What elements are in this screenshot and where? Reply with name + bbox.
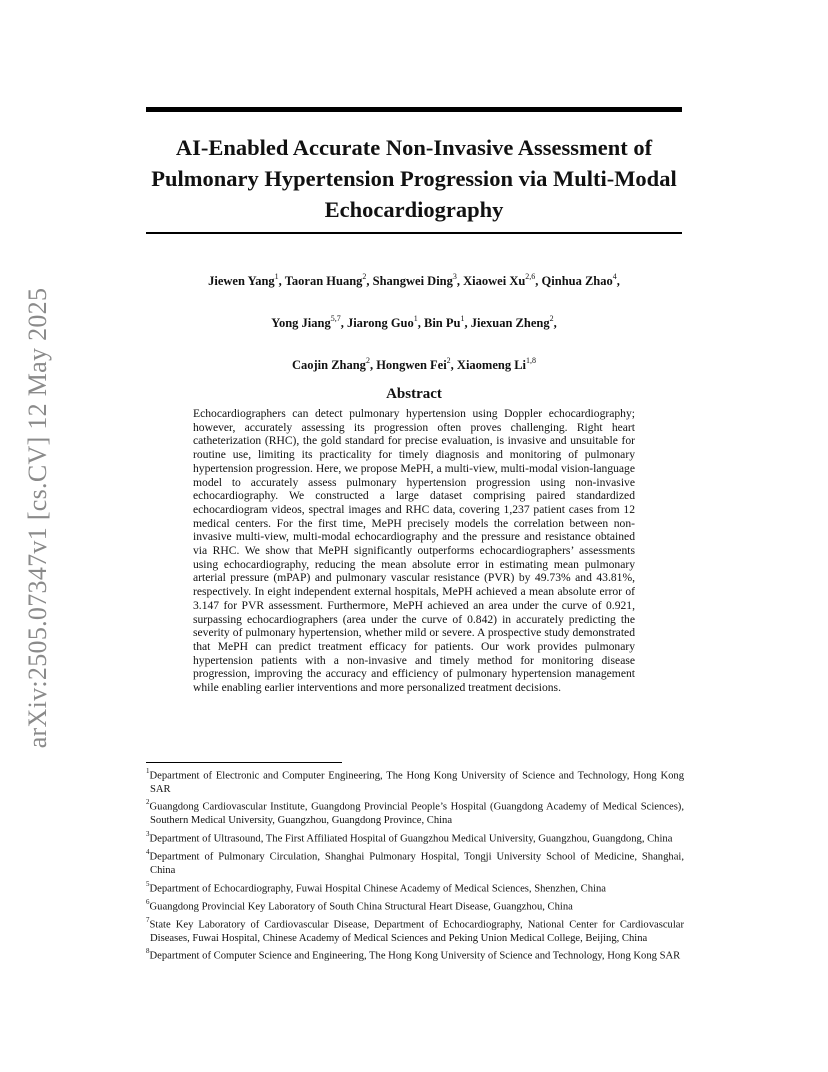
footnote-number: 1 bbox=[146, 767, 150, 775]
author-separator: , bbox=[456, 274, 464, 289]
abstract-body: Echocardiographers can detect pulmonary hypertension using Doppler echocardiography; however, accurately assessing its progression often proves challenging. Right heart catheterization (RHC), the gold standard for precise evaluation, is invasive and unsuitable for routine use, limiting its practicality for timely diagnosis and monitoring of pulmonary hypertension progression. Here, we propose MePH, a multi-view, multi-modal vision-language model to accurately assess pulmonary hypertension progression using non-invasive echocardiography. We constructed a large dataset comprising paired standardized echocardiogram videos, spectral images and RHC data, covering 1,237 patient cases from 12 medical centers. For the first time, MePH precisely models the correlation between non-invasive multi-view, multi-modal echocardiography and the pressure and resistance obtained via RHC. We show that MePH significantly outperforms echocardiographers’ assessments using echocardiography, reducing the mean absolute error in estimating mean pulmonary arterial pressure (mPAP) and pulmonary vascular resistance (PVR) by 49.73% and 43.81%, respectively. In eight independent external hospitals, MePH achieved a mean absolute error of 3.147 for PVR assessment. Furthermore, MePH achieved an area under the curve of 0.921, surpassing echocardiographers (area under the curve of 0.842) in accurately predicting the severity of pulmonary hypertension, whether mild or severe. A prospective study demonstrated that MePH can predict treatment efficacy for patients. Our work provides pulmonary hypertension patients with a non-invasive and timely method for monitoring disease progression, improving the accuracy and efficiency of pulmonary hypertension management while enabling earlier interventions and more personalized treatment decisions. bbox=[193, 407, 635, 695]
author-separator: , bbox=[616, 274, 620, 289]
footnote-number: 7 bbox=[146, 916, 150, 925]
affiliation-footnote bbox=[146, 797, 684, 827]
author-affiliation-mark: 1 bbox=[413, 314, 418, 323]
author-line bbox=[146, 310, 682, 352]
footnote-text: Department of Echocardiography, Fuwai Hospital Chinese Academy of Medical Sciences, Shenzhen, China bbox=[149, 883, 606, 895]
paper-title bbox=[146, 132, 682, 225]
author-separator: , bbox=[464, 316, 471, 331]
title-line: AI-Enabled Accurate Non-Invasive Assessment of bbox=[175, 135, 653, 160]
title-top-rule bbox=[146, 107, 682, 112]
author-affiliation-mark: 2 bbox=[362, 272, 367, 281]
author-name bbox=[463, 274, 541, 288]
author-name bbox=[424, 316, 471, 330]
author-name bbox=[457, 358, 536, 372]
author-separator: , bbox=[366, 274, 373, 289]
footnote-text: Department of Ultrasound, The First Affiliated Hospital of Guangzhou Medical University, Guangzhou, Guangdong, China bbox=[149, 833, 673, 845]
author-name bbox=[373, 274, 463, 288]
footnote-number: 6 bbox=[146, 897, 150, 906]
affiliation-footnote bbox=[146, 915, 684, 945]
author-affiliation-mark: 1 bbox=[274, 272, 279, 281]
affiliation-footnote bbox=[146, 946, 684, 963]
author-name-text: Bin Pu bbox=[424, 316, 461, 331]
author-separator: , bbox=[553, 316, 557, 331]
footnote-text: State Key Laboratory of Cardiovascular Disease, Department of Echocardiography, National Center for Cardiovascular Diseases, Fuwai Hospital, Chinese Academy of Medical Sciences and Peking Union Medical College, Beijing, China bbox=[149, 919, 684, 944]
author-separator: , bbox=[417, 316, 424, 331]
author-affiliation-mark: 2 bbox=[365, 356, 370, 365]
author-list bbox=[146, 268, 682, 394]
author-affiliation-mark: 2 bbox=[446, 356, 451, 365]
author-name-text: Jiarong Guo bbox=[346, 316, 414, 331]
author-name-text: Taoran Huang bbox=[284, 274, 363, 289]
author-name-text: Caojin Zhang bbox=[291, 358, 366, 373]
author-name bbox=[347, 316, 424, 330]
author-affiliation-mark: 4 bbox=[612, 272, 617, 281]
author-separator: , bbox=[369, 358, 377, 373]
abstract-heading: Abstract bbox=[386, 386, 442, 402]
author-name-text: Yong Jiang bbox=[271, 316, 331, 331]
author-separator: , bbox=[278, 274, 285, 289]
author-affiliation-mark: 2,6 bbox=[525, 272, 536, 281]
affiliation-footnote bbox=[146, 897, 684, 914]
author-separator: , bbox=[535, 274, 542, 289]
affiliation-footnote bbox=[146, 766, 684, 796]
author-affiliation-mark: 5,7 bbox=[330, 314, 341, 323]
footnote-text: Department of Electronic and Computer Engineering, The Hong Kong University of Science and Technology, Hong Kong SAR bbox=[149, 770, 684, 795]
author-name bbox=[292, 358, 376, 372]
affiliation-footnotes bbox=[146, 766, 684, 965]
footnote-number: 8 bbox=[146, 947, 150, 956]
footnote-number: 3 bbox=[146, 829, 150, 838]
title-line: Pulmonary Hypertension Progression via Multi-Modal bbox=[151, 166, 677, 191]
author-name-text: Xiaowei Xu bbox=[463, 274, 526, 289]
footnote-text: Department of Computer Science and Engineering, The Hong Kong University of Science and Technology, Hong Kong SAR bbox=[149, 950, 681, 962]
footnote-rule bbox=[146, 762, 342, 763]
author-separator: , bbox=[340, 316, 347, 331]
author-name-text: Jiewen Yang bbox=[208, 274, 275, 289]
affiliation-footnote bbox=[146, 847, 684, 877]
author-affiliation-mark: 3 bbox=[452, 272, 457, 281]
footnote-number: 2 bbox=[146, 798, 150, 807]
footnote-text: Department of Pulmonary Circulation, Shanghai Pulmonary Hospital, Tongji University School of Medicine, Shanghai, China bbox=[149, 851, 684, 876]
author-name-text: Jiexuan Zheng bbox=[470, 316, 550, 331]
author-affiliation-mark: 2 bbox=[549, 314, 554, 323]
author-name bbox=[376, 358, 457, 372]
author-name bbox=[542, 274, 620, 288]
title-line: Echocardiography bbox=[324, 197, 504, 222]
author-affiliation-mark: 1,8 bbox=[526, 356, 537, 365]
footnote-number: 5 bbox=[146, 879, 150, 888]
author-name-text: Xiaomeng Li bbox=[456, 358, 527, 373]
footnote-number: 4 bbox=[146, 848, 150, 857]
footnote-text: Guangdong Cardiovascular Institute, Guangdong Provincial People’s Hospital (Guangdong Academy of Medical Sciences), Southern Medical University, Guangzhou, Guangdong Province, China bbox=[149, 801, 684, 827]
author-affiliation-mark: 1 bbox=[460, 314, 465, 323]
author-name bbox=[471, 316, 557, 330]
author-name bbox=[208, 274, 285, 288]
author-name bbox=[285, 274, 373, 288]
affiliation-footnote bbox=[146, 829, 684, 846]
author-name bbox=[271, 316, 347, 330]
title-bottom-rule bbox=[146, 232, 682, 234]
author-name-text: Shangwei Ding bbox=[372, 274, 453, 289]
author-line bbox=[146, 268, 682, 310]
arxiv-identifier: arXiv:2505.07347v1 [cs.CV] 12 May 2025 bbox=[23, 287, 52, 749]
author-name-text: Hongwen Fei bbox=[376, 358, 447, 373]
author-separator: , bbox=[450, 358, 457, 373]
affiliation-footnote bbox=[146, 879, 684, 896]
footnote-text: Guangdong Provincial Key Laboratory of South China Structural Heart Disease, Guangzhou, China bbox=[149, 901, 573, 913]
author-name-text: Qinhua Zhao bbox=[541, 274, 613, 289]
